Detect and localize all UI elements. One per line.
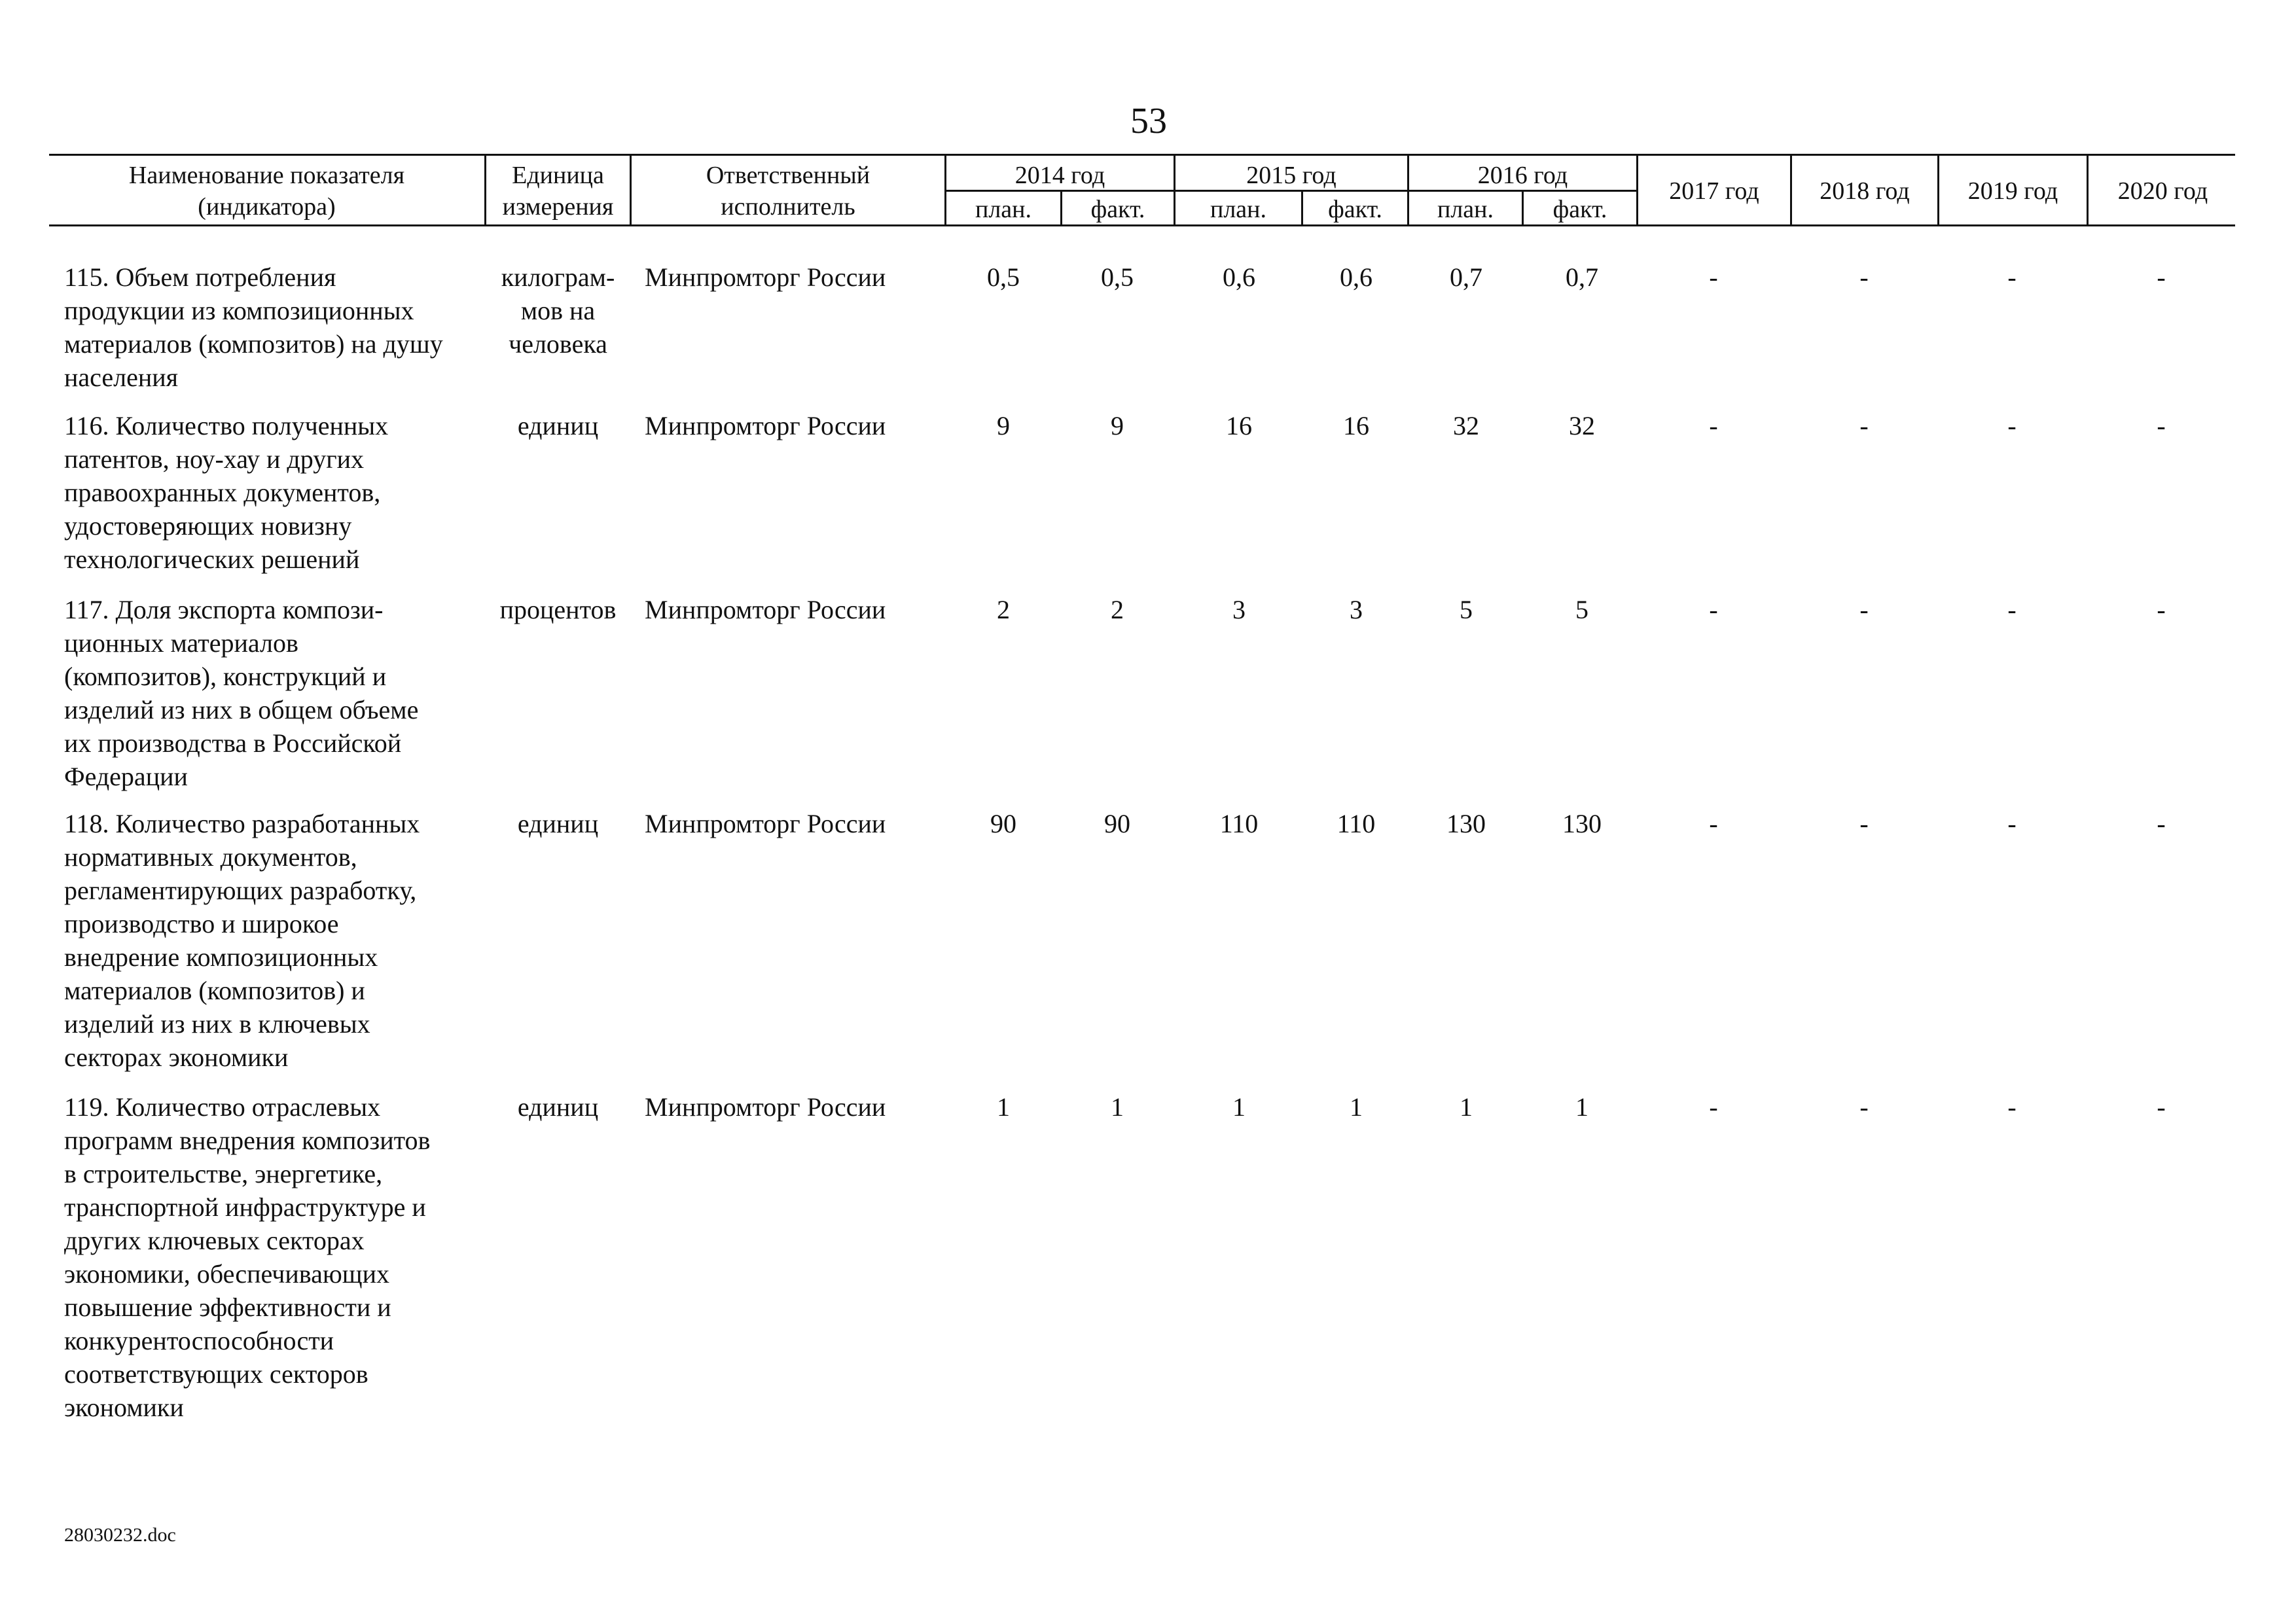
row-name-line: материалов (композитов) и	[64, 976, 365, 1005]
row-name-line: других ключевых секторах	[64, 1226, 365, 1255]
header-year-2017: 2017 год	[1669, 177, 1759, 205]
row-unit	[486, 409, 630, 442]
row-name-line: ционных материалов	[64, 628, 298, 658]
row-name-line: патентов, ноу-хау и других	[64, 444, 365, 474]
row-value: 5	[1460, 595, 1473, 624]
row-name-line: Федерации	[64, 762, 188, 791]
row-name-line: изделий из них в общем объеме	[64, 695, 419, 724]
row-name-line: транспортной инфраструктуре и	[64, 1192, 426, 1222]
row-name-line: их производства в Российской	[64, 728, 402, 758]
row-value: -	[1859, 411, 1869, 440]
header-year-2018: 2018 год	[1820, 177, 1910, 205]
row-unit	[486, 260, 630, 361]
row-value: 32	[1453, 411, 1479, 440]
row-value: 1	[997, 1092, 1010, 1122]
row-name-line: повышение эффективности и	[64, 1293, 391, 1322]
row-name-line: программ внедрения композитов	[64, 1126, 431, 1155]
row-value: -	[2007, 595, 2017, 624]
header-year-2019: 2019 год	[1967, 177, 2058, 205]
row-value: 1	[1575, 1092, 1588, 1122]
row-value: -	[1709, 411, 1718, 440]
row-value: 110	[1336, 809, 1376, 838]
row-value: 0,7	[1450, 262, 1482, 292]
row-name-line: нормативных документов,	[64, 842, 357, 872]
row-unit	[486, 593, 630, 626]
row-name-line: населения	[64, 363, 179, 392]
header-name	[49, 160, 484, 223]
row-unit-line: килограм-	[501, 262, 615, 292]
row-name-line: удостоверяющих новизну	[64, 511, 352, 541]
row-name-line: технологических решений	[64, 544, 360, 574]
header-fact-2016: факт.	[1552, 196, 1607, 223]
row-value: -	[2157, 1092, 2166, 1122]
row-executor: Минпромторг России	[645, 1092, 886, 1122]
row-name-line: 115. Объем потребления	[64, 262, 336, 292]
row-name-line: экономики, обеспечивающих	[64, 1259, 389, 1289]
row-value: -	[1859, 1092, 1869, 1122]
row-name-line: изделий из них в ключевых	[64, 1009, 370, 1039]
row-name	[64, 409, 483, 576]
row-value: 1	[1460, 1092, 1473, 1122]
row-value: -	[1859, 262, 1869, 292]
row-name	[64, 593, 483, 793]
header-unit-line: Единица	[512, 162, 604, 189]
header-executor	[632, 160, 944, 223]
row-executor: Минпромторг России	[645, 809, 886, 838]
header-top-rule	[49, 154, 2235, 156]
row-value: 32	[1569, 411, 1595, 440]
row-name-line: секторах экономики	[64, 1043, 289, 1072]
row-unit-line: единиц	[517, 411, 599, 440]
row-value: -	[1859, 595, 1869, 624]
row-name-line: производство и широкое	[64, 909, 339, 938]
row-value: 0,7	[1566, 262, 1598, 292]
header-unit-line: измерения	[502, 193, 614, 221]
header-year-2020: 2020 год	[2117, 177, 2208, 205]
header-year-2016: 2016 год	[1477, 162, 1568, 189]
page-number: 53	[1130, 101, 1167, 141]
row-value: 110	[1219, 809, 1259, 838]
row-value: -	[2157, 411, 2166, 440]
row-name-line: продукции из композиционных	[64, 296, 414, 325]
row-name	[64, 807, 483, 1074]
row-value: 16	[1226, 411, 1252, 440]
row-name-line: материалов (композитов) на душу	[64, 329, 443, 359]
header-plan-2015: план.	[1210, 196, 1266, 223]
header-year-2015: 2015 год	[1246, 162, 1336, 189]
row-value: -	[2007, 809, 2017, 838]
row-value: 1	[1350, 1092, 1363, 1122]
row-value: 2	[997, 595, 1010, 624]
header-plan-2014: план.	[975, 196, 1031, 223]
row-name-line: (композитов), конструкций и	[64, 662, 387, 691]
row-name-line: 116. Количество полученных	[64, 411, 389, 440]
row-value: -	[2157, 262, 2166, 292]
row-name-line: в строительстве, энергетике,	[64, 1159, 383, 1188]
row-name	[64, 260, 483, 394]
row-name-line: 119. Количество отраслевых	[64, 1092, 381, 1122]
row-value: 5	[1575, 595, 1588, 624]
row-executor: Минпромторг России	[645, 411, 886, 440]
row-name-line: регламентирующих разработку,	[64, 876, 417, 905]
row-executor: Минпромторг России	[645, 262, 886, 292]
row-value: 9	[997, 411, 1010, 440]
row-value: -	[1709, 595, 1718, 624]
row-unit-line: человека	[509, 329, 607, 359]
row-value: 16	[1343, 411, 1369, 440]
header-year-2014: 2014 год	[1014, 162, 1105, 189]
row-name-line: конкурентоспособности	[64, 1326, 334, 1355]
document-id: 28030232.doc	[64, 1524, 176, 1546]
row-value: 2	[1111, 595, 1124, 624]
row-value: 90	[1104, 809, 1130, 838]
row-executor: Минпромторг России	[645, 595, 886, 624]
row-value: 1	[1111, 1092, 1124, 1122]
row-value: -	[2007, 411, 2017, 440]
row-value: -	[1859, 809, 1869, 838]
row-value: 3	[1232, 595, 1246, 624]
row-unit-line: единиц	[517, 809, 599, 838]
row-value: -	[2157, 809, 2166, 838]
row-value: 90	[990, 809, 1016, 838]
header-unit	[486, 160, 630, 223]
row-value: -	[1709, 1092, 1718, 1122]
row-value: 0,5	[987, 262, 1020, 292]
row-name-line: 117. Доля экспорта компози-	[64, 595, 384, 624]
row-value: 0,6	[1223, 262, 1255, 292]
row-name	[64, 1090, 483, 1424]
header-executor-line: Ответственный	[706, 162, 870, 189]
header-name-line: Наименование показателя	[128, 162, 405, 189]
row-value: 130	[1562, 809, 1602, 838]
row-unit-line: мов на	[520, 296, 596, 325]
row-unit	[486, 1090, 630, 1124]
row-unit	[486, 807, 630, 840]
row-name-line: правоохранных документов,	[64, 478, 381, 507]
row-value: 0,5	[1101, 262, 1134, 292]
row-value: 1	[1232, 1092, 1246, 1122]
header-fact-2014: факт.	[1090, 196, 1145, 223]
row-unit-line: единиц	[517, 1092, 599, 1122]
row-value: 0,6	[1340, 262, 1372, 292]
row-name-line: внедрение композиционных	[64, 942, 378, 972]
row-unit-line: процентов	[499, 595, 617, 624]
row-value: 3	[1350, 595, 1363, 624]
row-value: -	[1709, 262, 1718, 292]
header-plan-2016: план.	[1437, 196, 1494, 223]
row-value: -	[2157, 595, 2166, 624]
row-value: 9	[1111, 411, 1124, 440]
row-name-line: соответствующих секторов	[64, 1359, 368, 1389]
row-name-line: 118. Количество разработанных	[64, 809, 420, 838]
row-value: -	[2007, 262, 2017, 292]
header-fact-2015: факт.	[1328, 196, 1382, 223]
row-value: -	[2007, 1092, 2017, 1122]
row-value: 130	[1446, 809, 1486, 838]
row-name-line: экономики	[64, 1393, 184, 1422]
row-value: -	[1709, 809, 1718, 838]
header-executor-line: исполнитель	[721, 193, 855, 221]
header-name-line: (индикатора)	[198, 193, 336, 221]
